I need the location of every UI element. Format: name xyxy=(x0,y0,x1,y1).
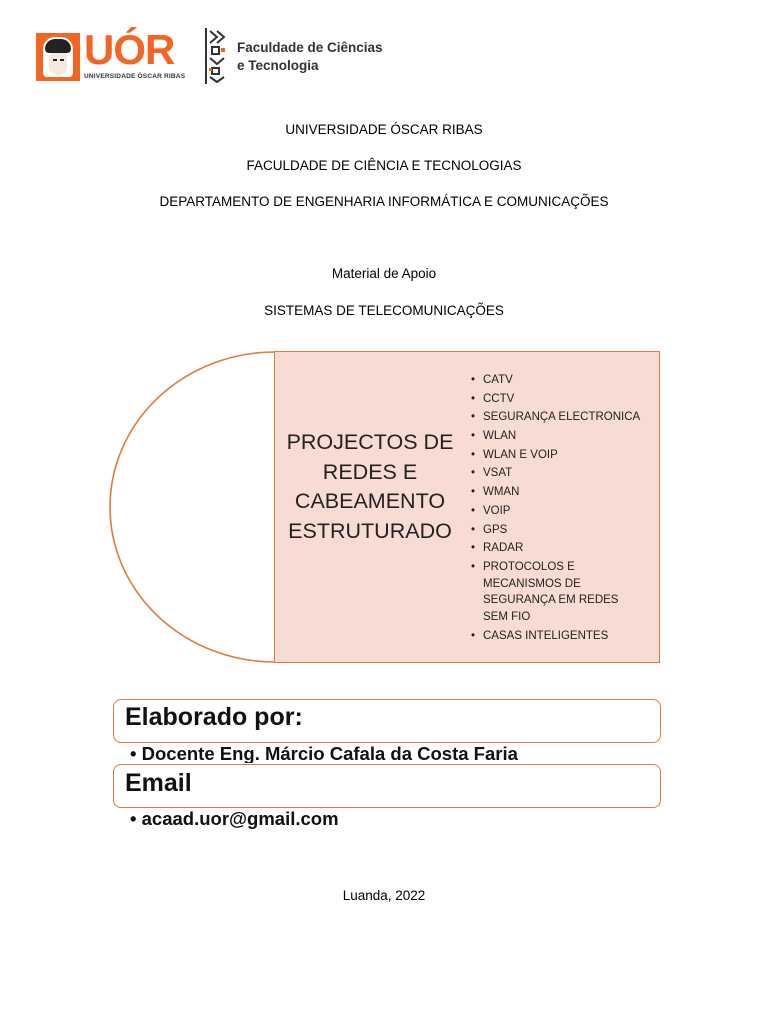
list-item: • VSAT xyxy=(471,465,661,482)
faculty-pattern-icon xyxy=(205,28,227,84)
list-item: • GPS xyxy=(471,522,661,539)
place-date: Luanda, 2022 xyxy=(342,888,426,903)
topics-box xyxy=(274,351,660,663)
list-item: • CASAS INTELIGENTES xyxy=(471,628,661,645)
faculty-logo-line1: Faculdade de Ciências xyxy=(237,40,383,55)
email-label: Email xyxy=(125,769,192,797)
university-logo-subtitle: UNIVERSIDADE ÓSCAR RIBAS xyxy=(84,73,186,80)
list-item: • CCTV xyxy=(471,391,661,408)
list-item: • PROTOCOLOS E MECANISMOS DE SEGURANÇA EM REDES SEM FIO xyxy=(471,559,643,626)
list-item: • CATV xyxy=(471,372,661,389)
department-name: DEPARTAMENTO DE ENGENHARIA INFORMÁTICA E COMUNICAÇÕES xyxy=(159,194,609,209)
diagram-title: PROJECTOS DE REDES E CABEAMENTO ESTRUTURADO xyxy=(286,430,454,543)
topics-diagram xyxy=(108,351,660,663)
email-label-box xyxy=(113,764,661,808)
faculty-name: FACULDADE DE CIÊNCIA E TECNOLOGIAS xyxy=(246,158,522,173)
list-item: • VOIP xyxy=(471,503,661,520)
author-name: Docente Eng. Márcio Cafala da Costa Faria xyxy=(141,743,518,763)
email-item: • acaad.uor@gmail.com xyxy=(130,808,339,829)
university-logo xyxy=(36,26,186,83)
list-item: • RADAR xyxy=(471,540,661,557)
portrait-icon xyxy=(36,33,80,81)
list-item: • WMAN xyxy=(471,484,661,501)
university-name: UNIVERSIDADE ÓSCAR RIBAS xyxy=(285,122,483,137)
author-label-box xyxy=(113,699,661,743)
topics-list xyxy=(471,372,661,647)
list-item: • SEGURANÇA ELECTRONICA xyxy=(471,409,661,426)
faculty-logo-line2: e Tecnologia xyxy=(237,58,319,73)
list-item: • WLAN xyxy=(471,428,661,445)
university-logo-text: UÓR xyxy=(84,26,175,73)
faculty-logo xyxy=(205,28,395,86)
author-label: Elaborado por: xyxy=(125,703,303,731)
list-item: • WLAN E VOIP xyxy=(471,447,661,464)
email-address: acaad.uor@gmail.com xyxy=(141,808,339,829)
author-name-item: • Docente Eng. Márcio Cafala da Costa Faria xyxy=(130,743,518,763)
course-name: SISTEMAS DE TELECOMUNICAÇÕES xyxy=(264,303,504,318)
material-label: Material de Apoio xyxy=(331,266,437,281)
